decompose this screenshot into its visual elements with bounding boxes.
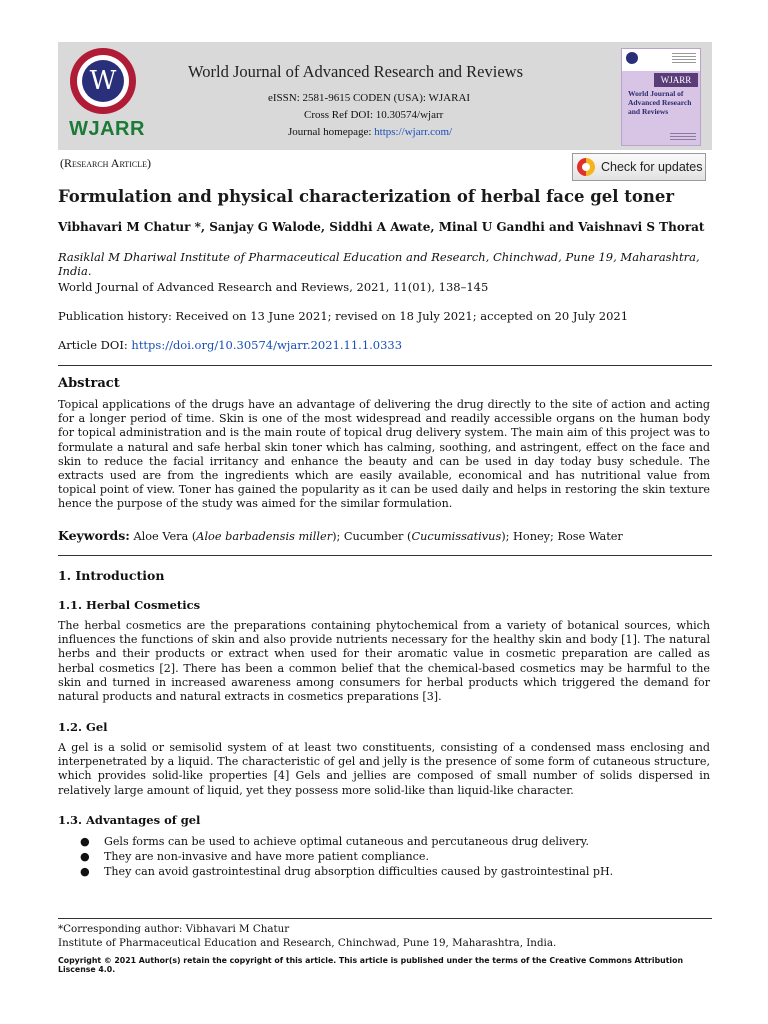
journal-logo xyxy=(66,48,146,144)
check-updates-icon xyxy=(577,158,595,176)
journal-title: World Journal of Advanced Research and Reviews xyxy=(188,62,523,81)
logo-letter: W xyxy=(82,60,124,102)
author-list: Vibhavari M Chatur *, Sanjay G Walode, Siddhi A Awate, Minal U Gandhi and Vaishnavi S Thorat xyxy=(58,220,705,234)
keywords-label: Keywords: xyxy=(58,528,130,543)
check-updates-label: Check for updates xyxy=(601,160,703,174)
homepage-line xyxy=(288,126,452,138)
list-item: ● They are non-invasive and have more patient compliance. xyxy=(80,850,429,863)
homepage-label: Journal homepage: xyxy=(288,126,375,138)
cover-title: World Journal of Advanced Research and Reviews xyxy=(628,89,692,116)
copyright-notice: Copyright © 2021 Author(s) retain the copyright of this article. This article is published under the terms of the Creative Commons Attribution Liscense 4.0. xyxy=(58,956,684,974)
divider xyxy=(58,365,712,366)
doi-link[interactable]: https://doi.org/10.30574/wjarr.2021.11.1.0333 xyxy=(131,338,403,352)
article-doi xyxy=(58,338,402,352)
affiliation: Rasiklal M Dhariwal Institute of Pharmaceutical Education and Research, Chinchwad, Pune 19, Maharashtra, India. xyxy=(58,250,700,278)
doi-label: Article DOI: xyxy=(58,338,132,352)
list-item: ● Gels forms can be used to achieve optimal cutaneous and percutaneous drug delivery. xyxy=(80,835,589,848)
subsection-heading-gel: 1.2. Gel xyxy=(58,720,108,734)
footnote-address: Institute of Pharmaceutical Education and Research, Chinchwad, Pune 19, Maharashtra, India. xyxy=(58,937,557,949)
bullet-icon: ● xyxy=(80,865,90,878)
footnote-divider xyxy=(58,918,712,919)
journal-header xyxy=(58,42,712,150)
abstract-heading: Abstract xyxy=(58,376,120,391)
keywords: Keywords: Aloe Vera (Aloe barbadensis miller); Cucumber (Cucumissativus); Honey; Rose Water xyxy=(58,528,623,543)
publication-history: Publication history: Received on 13 June 2021; revised on 18 July 2021; accepted on 20 July 2021 xyxy=(58,309,629,323)
crossref-line: Cross Ref DOI: 10.30574/wjarr xyxy=(304,109,444,121)
cover-seal-icon xyxy=(626,52,638,64)
cover-band: WJARR xyxy=(654,73,698,87)
logo-text: WJARR xyxy=(69,118,145,140)
list-item: ● They can avoid gastrointestinal drug absorption difficulties caused by gastrointestinal pH. xyxy=(80,865,614,878)
journal-cover-thumbnail xyxy=(621,48,701,146)
logo-ring xyxy=(70,48,136,114)
article-type: (Research Article) xyxy=(60,156,151,170)
issn-line: eISSN: 2581-9615 CODEN (USA): WJARAI xyxy=(268,92,471,104)
divider xyxy=(58,555,712,556)
bullet-icon: ● xyxy=(80,835,90,848)
homepage-link[interactable]: https://wjarr.com/ xyxy=(374,126,453,138)
subsection-heading-herbal-cosmetics: 1.1. Herbal Cosmetics xyxy=(58,598,201,612)
footnote-author: *Corresponding author: Vibhavari M Chatur xyxy=(58,923,290,935)
citation: World Journal of Advanced Research and Reviews, 2021, 11(01), 138–145 xyxy=(58,280,489,294)
bullet-icon: ● xyxy=(80,850,90,863)
corresponding-author-footnote xyxy=(58,922,556,950)
gel-text: A gel is a solid or semisolid system of at least two constituents, consisting of a condensed mass enclosing and interpenetrated by a liquid. The characteristic of gel and jelly is the presence of some form of cutaneous structure, which provides solid-like properties [4] Gels and jellies are composed of small number of solids dispersed in relatively large amount of liquid, yet they possess more solid-like than liquid-like character. xyxy=(58,741,710,797)
advantages-list xyxy=(58,834,710,879)
subsection-heading-advantages: 1.3. Advantages of gel xyxy=(58,813,201,827)
article-title: Formulation and physical characterization of herbal face gel toner xyxy=(58,187,675,206)
check-for-updates-button[interactable] xyxy=(572,153,706,181)
abstract-text: Topical applications of the drugs have an advantage of delivering the drug directly to the site of action and acting for a longer period of time. Skin is one of the most widespread and readily accessible organs on the human body for topical administration and is the main route of topical drug delivery system. The main aim of this project was to formulate a natural and safe herbal skin toner which has calming, soothing, and astringent, effect on the face and skin to reduce the facial irritancy and enhance the beauty and can be used in day today busy schedule. The extracts used are from the ingredients which are easily available, economical and has nutritional value from topical point of view. Toner has gained the popularity as it can be used daily and helps in restoring the skin texture hence the purpose of the study was aimed for the similar formulation. xyxy=(58,398,710,511)
herbal-cosmetics-text: The herbal cosmetics are the preparations containing phytochemical from a variety of botanical sources, which influences the functions of skin and also provide nutrients necessary for the healthy skin and body [1]. The natural herbs and their products or extract when used for their aromatic value in cosmetic preparation are called as herbal cosmetics [2]. There has been a common belief that the chemical-based cosmetics may be harmful to the skin and turned in increased awareness among consumers for herbal products which triggered the demand for natural products and natural extracts in cosmetics preparations [3]. xyxy=(58,619,710,704)
section-heading-introduction: 1. Introduction xyxy=(58,568,165,583)
